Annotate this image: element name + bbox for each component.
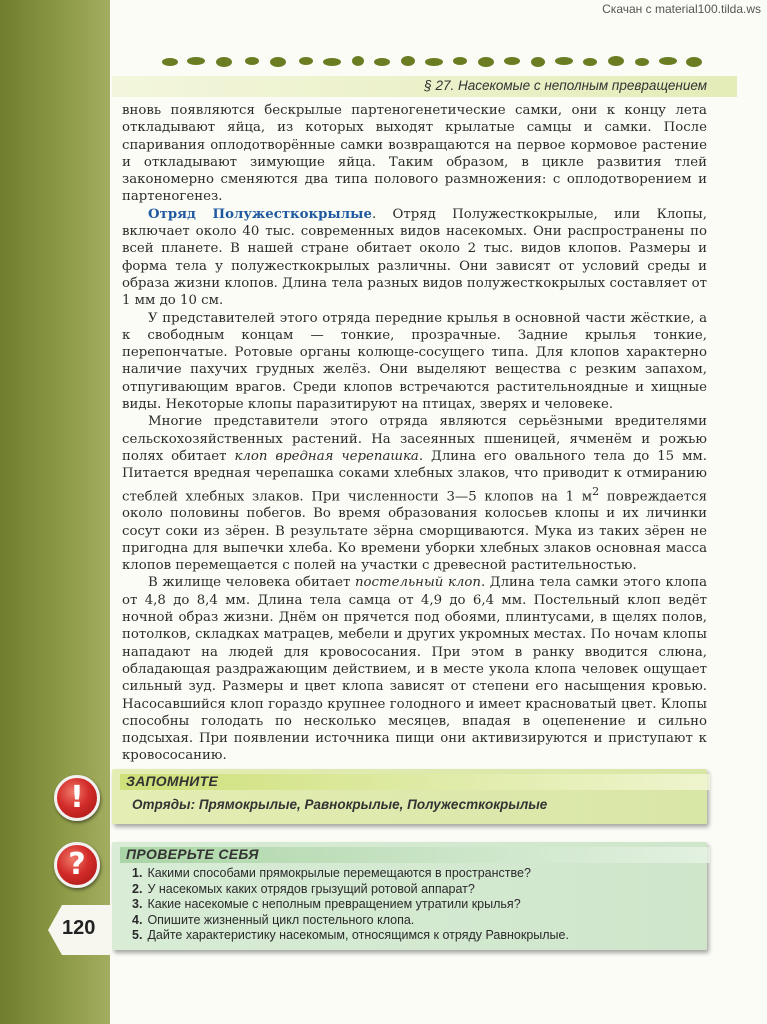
exclamation-icon: !: [54, 775, 100, 821]
superscript: 2: [592, 484, 600, 498]
question-item: [132, 866, 569, 882]
paragraph: [122, 574, 707, 764]
question-number: 4.: [132, 912, 143, 927]
remember-text: Отряды: Прямокрылые, Равнокрылые, Полужесткокрылые: [132, 797, 548, 812]
paragraph-text: Многие представители этого отряда являются серьёзными вредителями сельскохозяйственных растений. На засеянных пшеницей, ячменём и рожью полях обитает: [122, 414, 707, 464]
question-number: 5.: [132, 928, 143, 942]
paragraph-text: . Длина тела самки этого клопа от 4,8 до 8,4 мм. Длина тела самца от 4,9 до 6,4 мм. Постельный клоп ведёт ночной образ жизни. Днём он прячется под обоями, плинтусами, в щелях полов, потолков, складках матрацев, мебели и других укромных местах. По ночам клопы нападают на людей для кровососания. При этом в ранку вводится слюна, обладающая раздражающим действием, и в месте укола клопа человек ощущает сильный зуд. Размеры и цвет клопа зависят от степени его насыщения кровью. Насосавшийся клоп гораздо крупнее голодного и имеет красноватый цвет. Клопы способны голодать по несколько месяцев, впадая в оцепенение и сильно подсыхая. При появлении источника пищи они активизируются и приступают к кровососанию.: [122, 575, 707, 764]
animal-silhouettes-decoration: [160, 52, 708, 70]
question-list: [132, 866, 569, 944]
paragraph-text: В жилище человека обитает: [148, 575, 355, 591]
question-item: [132, 882, 569, 898]
question-item: [132, 897, 569, 913]
question-number: 1.: [132, 866, 143, 880]
question-text: У насекомых каких отрядов грызущий ротовой аппарат?: [147, 881, 475, 896]
check-yourself-box: [112, 842, 707, 950]
question-text: Какие насекомые с неполным превращением утратили крылья?: [147, 897, 521, 911]
question-item: [132, 913, 569, 929]
species-name: постельный клоп: [354, 575, 481, 591]
question-item: [132, 928, 569, 944]
paragraph: [122, 206, 707, 310]
question-icon: ?: [54, 842, 100, 888]
section-title: § 27. Насекомые с неполным превращением: [424, 78, 707, 93]
source-watermark: Скачан с material100.tilda.ws: [602, 2, 761, 16]
paragraph: [122, 413, 707, 574]
species-name: клоп вредная черепашка: [234, 448, 419, 464]
section-header-bar: [112, 76, 737, 97]
question-number: 2.: [132, 881, 143, 896]
paragraph-text: повреждается около половины побегов. Во время образования колосьев клопы и их личинки сосут соки из зёрен. В результате зёрна сморщиваются. Мука из таких зёрен не пригодна для выпечки хлеба. Ко времени уборки хлебных злаков основная масса клопов перемещается с полей на участки с древесной растительностью.: [122, 488, 707, 574]
check-title: ПРОВЕРЬТЕ СЕБЯ: [126, 846, 259, 862]
paragraph: У представителей этого отряда передние крылья в основной части жёсткие, а к свободным концам — тонкие, прозрачные. Задние крылья тонкие, перепончатые. Ротовые органы колюще-сосущего типа. Для клопов характерно наличие пахучих грудных желёз. Они выделяют вещества с резким запахом, отпугивающим врагов. Среди клопов встречаются растительноядные и хищные виды. Некоторые клопы паразитируют на птицах, зверях и человеке.: [122, 310, 707, 413]
page-number: 120: [62, 917, 96, 939]
remember-title: ЗАПОМНИТЕ: [126, 773, 219, 789]
question-text: Какими способами прямокрылые перемещаются в пространстве?: [147, 866, 531, 880]
paragraph-text: . Длина его овального тела до 15 мм. Питается вредная черепашка соками хлебных злаков, что приводит к отмиранию стеблей хлебных злаков. При численности 3—5 клопов на 1 м: [122, 448, 707, 504]
remember-box: [112, 769, 707, 824]
term-heading: Отряд Полужесткокрылые: [148, 206, 372, 222]
main-text: [122, 102, 707, 765]
paragraph-text: . Отряд Полужесткокрылые, или Клопы, включает около 40 тыс. современных видов насекомых. Они распространены по всей планете. В нашей стране обитает около 2 тыс. видов клопов. Размеры и форма тела у полужесткокрылых различны. Они зависят от условий среды и образа жизни клопов. Длина тела разных видов полужесткокрылых составляет от 1 мм до 10 см.: [122, 206, 707, 309]
question-text: Опишите жизненный цикл постельного клопа.: [147, 912, 415, 927]
paragraph: вновь появляются бескрылые партеногенетические самки, они к концу лета откладывают яйца, из которых выходят крылатые самцы и самки. После спаривания оплодотворённые самки возвращаются на первое кормовое растение и откладывают зимующие яйца. Таким образом, в цикле развития тлей закономерно сменяются два типа полового размножения: с оплодотворением и партеногенез.: [122, 103, 707, 205]
question-number: 3.: [132, 897, 143, 911]
question-text: Дайте характеристику насекомым, относящимся к отряду Равнокрылые.: [147, 928, 569, 942]
